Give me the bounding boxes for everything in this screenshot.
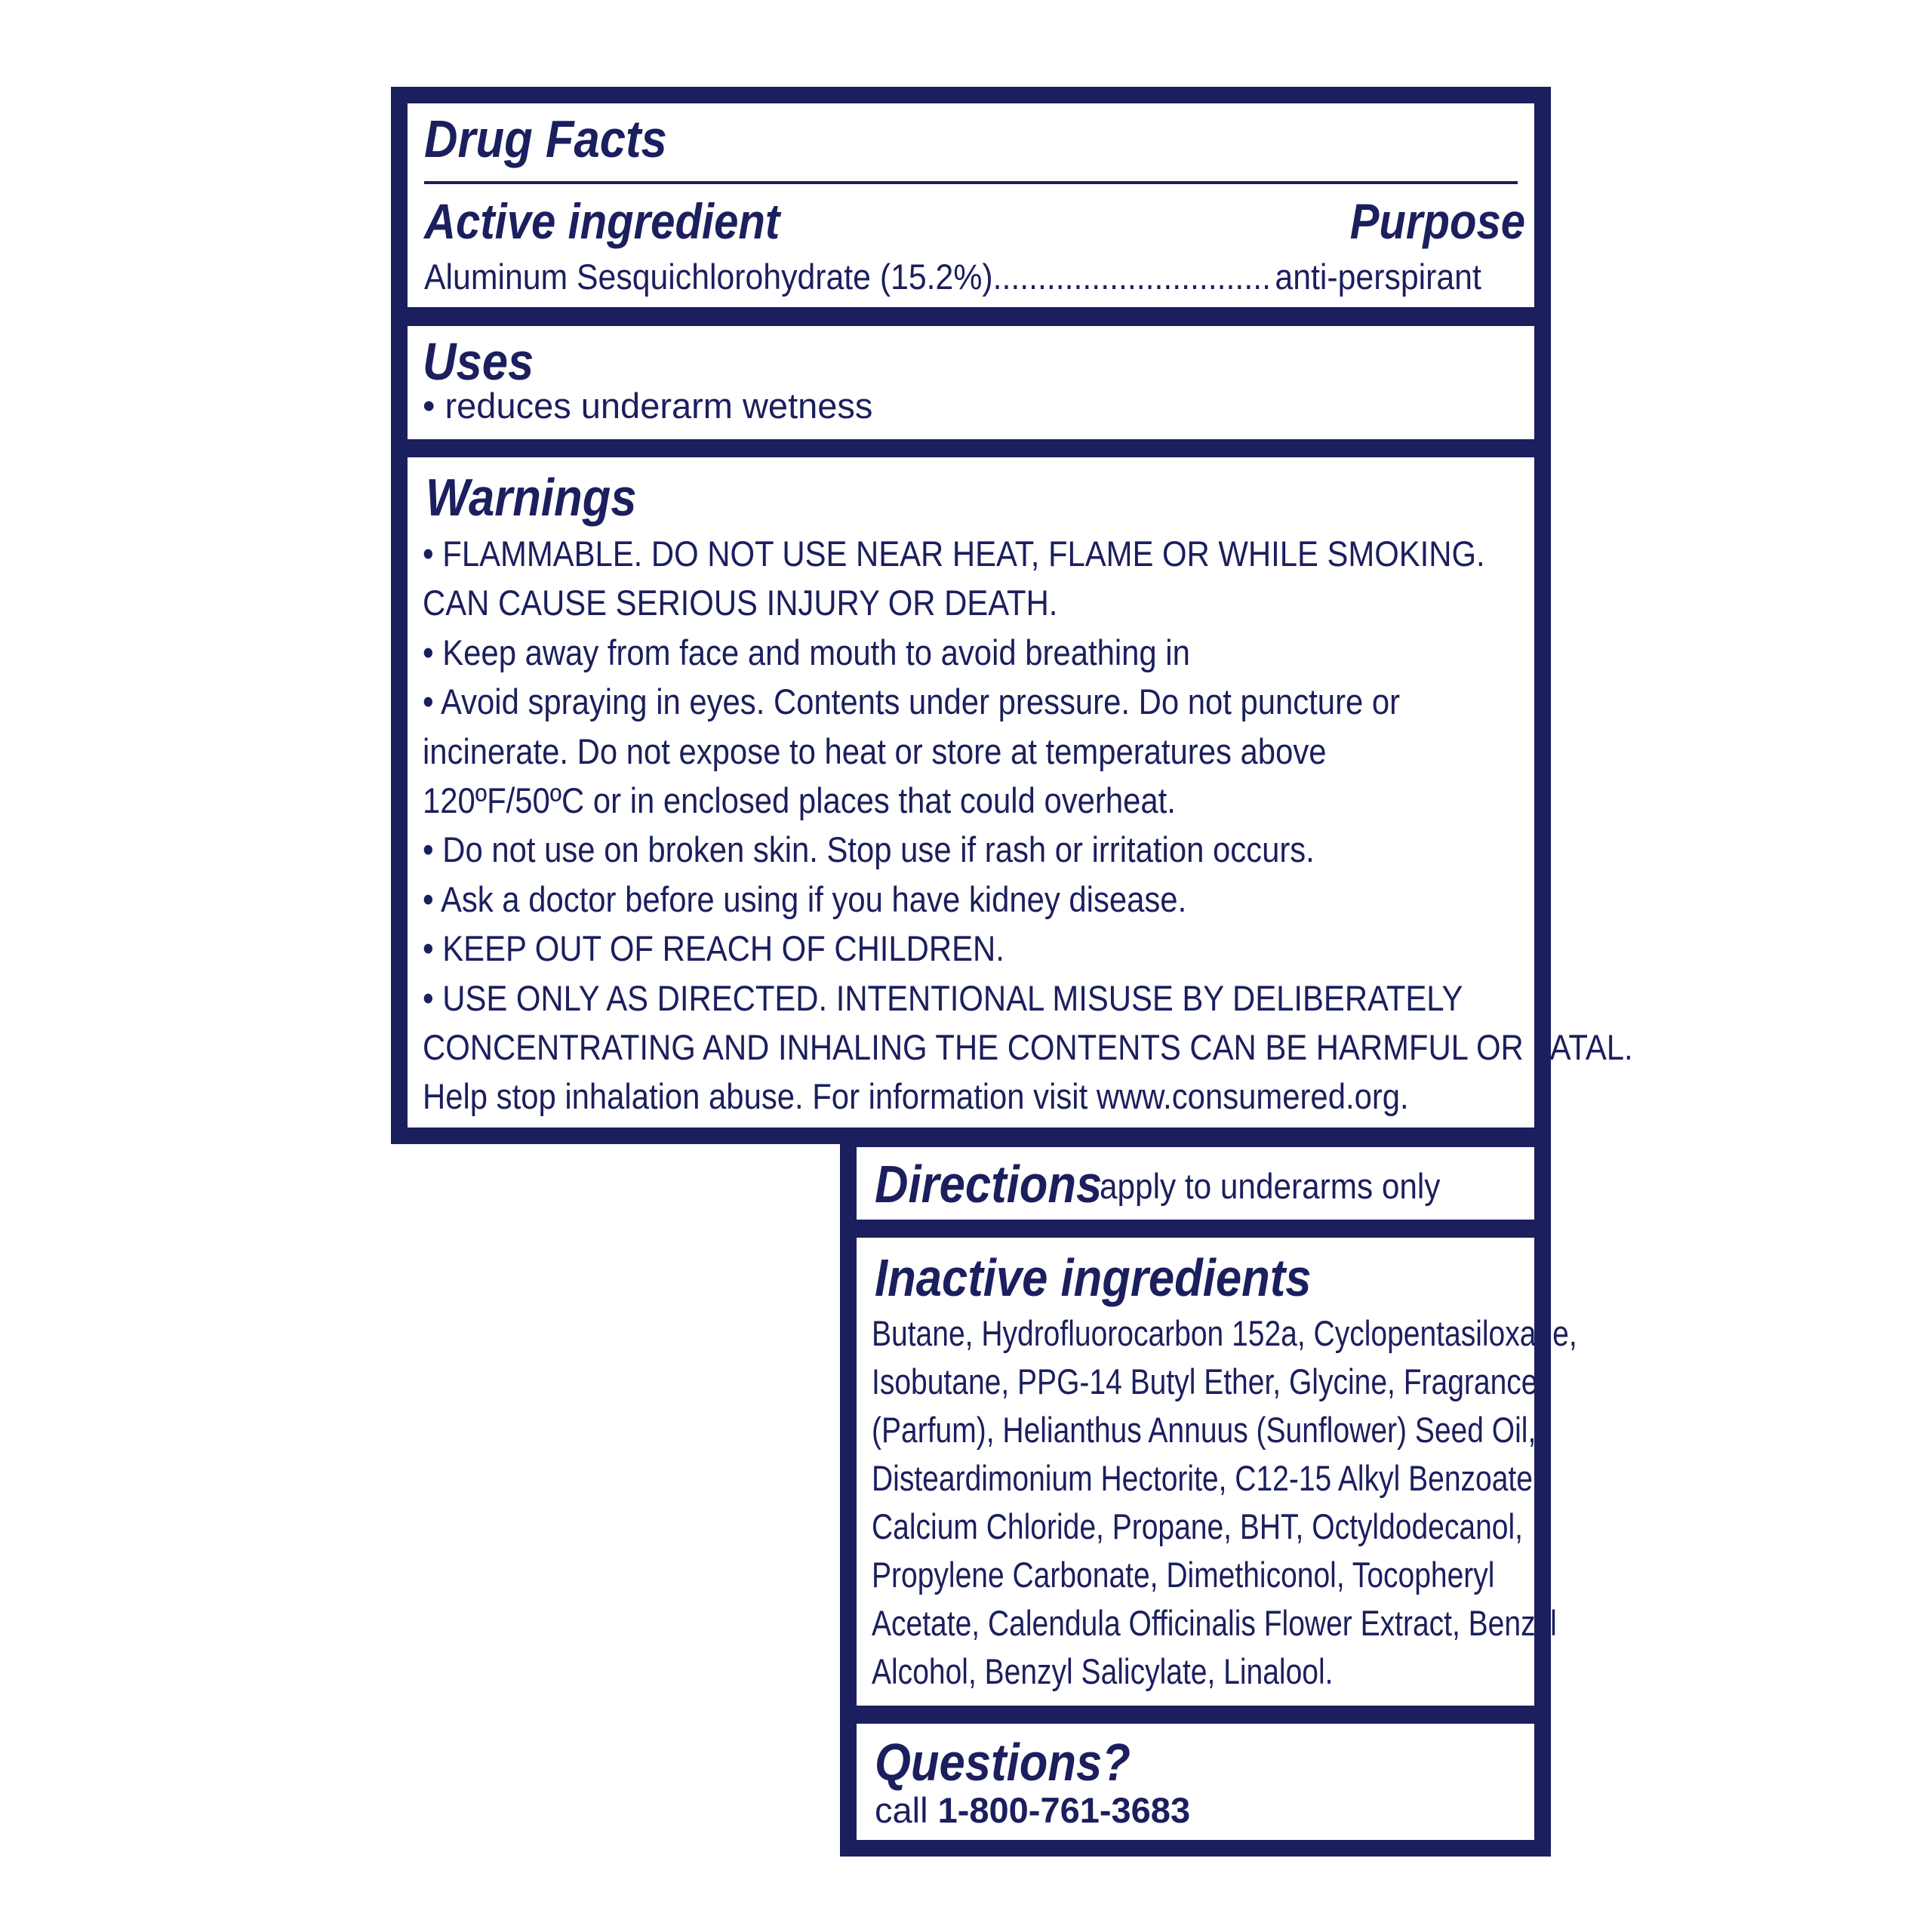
warning-line: Help stop inhalation abuse. For information visit www.consumered.org.	[423, 1076, 1409, 1117]
ingredient-line: Calcium Chloride, Propane, BHT, Octyldodecanol,	[872, 1506, 1523, 1546]
questions-heading: Questions?	[875, 1733, 1131, 1792]
inactive-ingredients-heading: Inactive ingredients	[875, 1248, 1312, 1307]
active-ingredient-row	[424, 256, 1481, 297]
warning-line: • USE ONLY AS DIRECTED. INTENTIONAL MISUSE BY DELIBERATELY	[423, 977, 1463, 1018]
warning-line: • Ask a doctor before using if you have kidney disease.	[423, 878, 1187, 919]
drug-facts-title: Drug Facts	[424, 109, 667, 168]
warning-line: • KEEP OUT OF REACH OF CHILDREN.	[423, 928, 1004, 969]
directions-heading: Directions	[875, 1155, 1103, 1214]
warning-line: • Do not use on broken skin. Stop use if rash or irritation occurs.	[423, 829, 1315, 870]
warning-line: • FLAMMABLE. DO NOT USE NEAR HEAT, FLAME OR WHILE SMOKING.	[423, 534, 1485, 574]
title-rule	[424, 181, 1518, 184]
directions-panel	[857, 1147, 1534, 1220]
warning-line: CONCENTRATING AND INHALING THE CONTENTS CAN BE HARMFUL OR FATAL.	[423, 1026, 1633, 1067]
ingredient-line: Propylene Carbonate, Dimethiconol, Tocopheryl	[872, 1555, 1495, 1595]
directions-text: apply to underarms only	[1100, 1166, 1441, 1206]
warning-line: 120ºF/50ºC or in enclosed places that could overheat.	[423, 780, 1176, 820]
warnings-heading: Warnings	[426, 468, 637, 527]
active-ingredient-name: Aluminum Sesquichlorohydrate (15.2%)	[424, 257, 993, 297]
warning-line: • Keep away from face and mouth to avoid breathing in	[423, 632, 1190, 672]
leader-dots: ...............................	[992, 257, 1271, 297]
purpose-heading: Purpose	[1349, 193, 1525, 249]
warnings-list	[423, 529, 1633, 1121]
ingredient-line: (Parfum), Helianthus Annuus (Sunflower) Seed Oil,	[872, 1410, 1537, 1450]
warning-line: • Avoid spraying in eyes. Contents under pressure. Do not puncture or	[423, 681, 1401, 722]
inactive-ingredients-list	[872, 1309, 1577, 1696]
questions-panel	[857, 1724, 1534, 1840]
uses-heading: Uses	[423, 332, 534, 391]
call-label: call	[875, 1790, 928, 1830]
phone-number: 1-800-761-3683	[937, 1790, 1191, 1830]
ingredient-line: Alcohol, Benzyl Salicylate, Linalool.	[872, 1651, 1334, 1691]
drug-facts-panel	[408, 103, 1534, 307]
warning-line: incinerate. Do not expose to heat or store at temperatures above	[423, 731, 1327, 771]
active-ingredient-heading: Active ingredient	[424, 193, 780, 249]
purpose-value: anti-perspirant	[1275, 257, 1481, 297]
warnings-panel	[408, 457, 1633, 1128]
uses-item: • reduces underarm wetness	[423, 386, 873, 426]
warning-line: CAN CAUSE SERIOUS INJURY OR DEATH.	[423, 583, 1058, 623]
ingredient-line: Acetate, Calendula Officinalis Flower Extract, Benzyl	[872, 1603, 1557, 1643]
ingredient-line: Butane, Hydrofluorocarbon 152a, Cyclopentasiloxane,	[872, 1313, 1577, 1353]
ingredient-line: Isobutane, PPG-14 Butyl Ether, Glycine, Fragrance	[872, 1361, 1538, 1401]
inactive-ingredients-panel	[857, 1238, 1577, 1706]
questions-call-line	[875, 1789, 1190, 1831]
ingredient-line: Disteardimonium Hectorite, C12-15 Alkyl Benzoate,	[872, 1458, 1541, 1498]
uses-panel	[408, 326, 1534, 439]
